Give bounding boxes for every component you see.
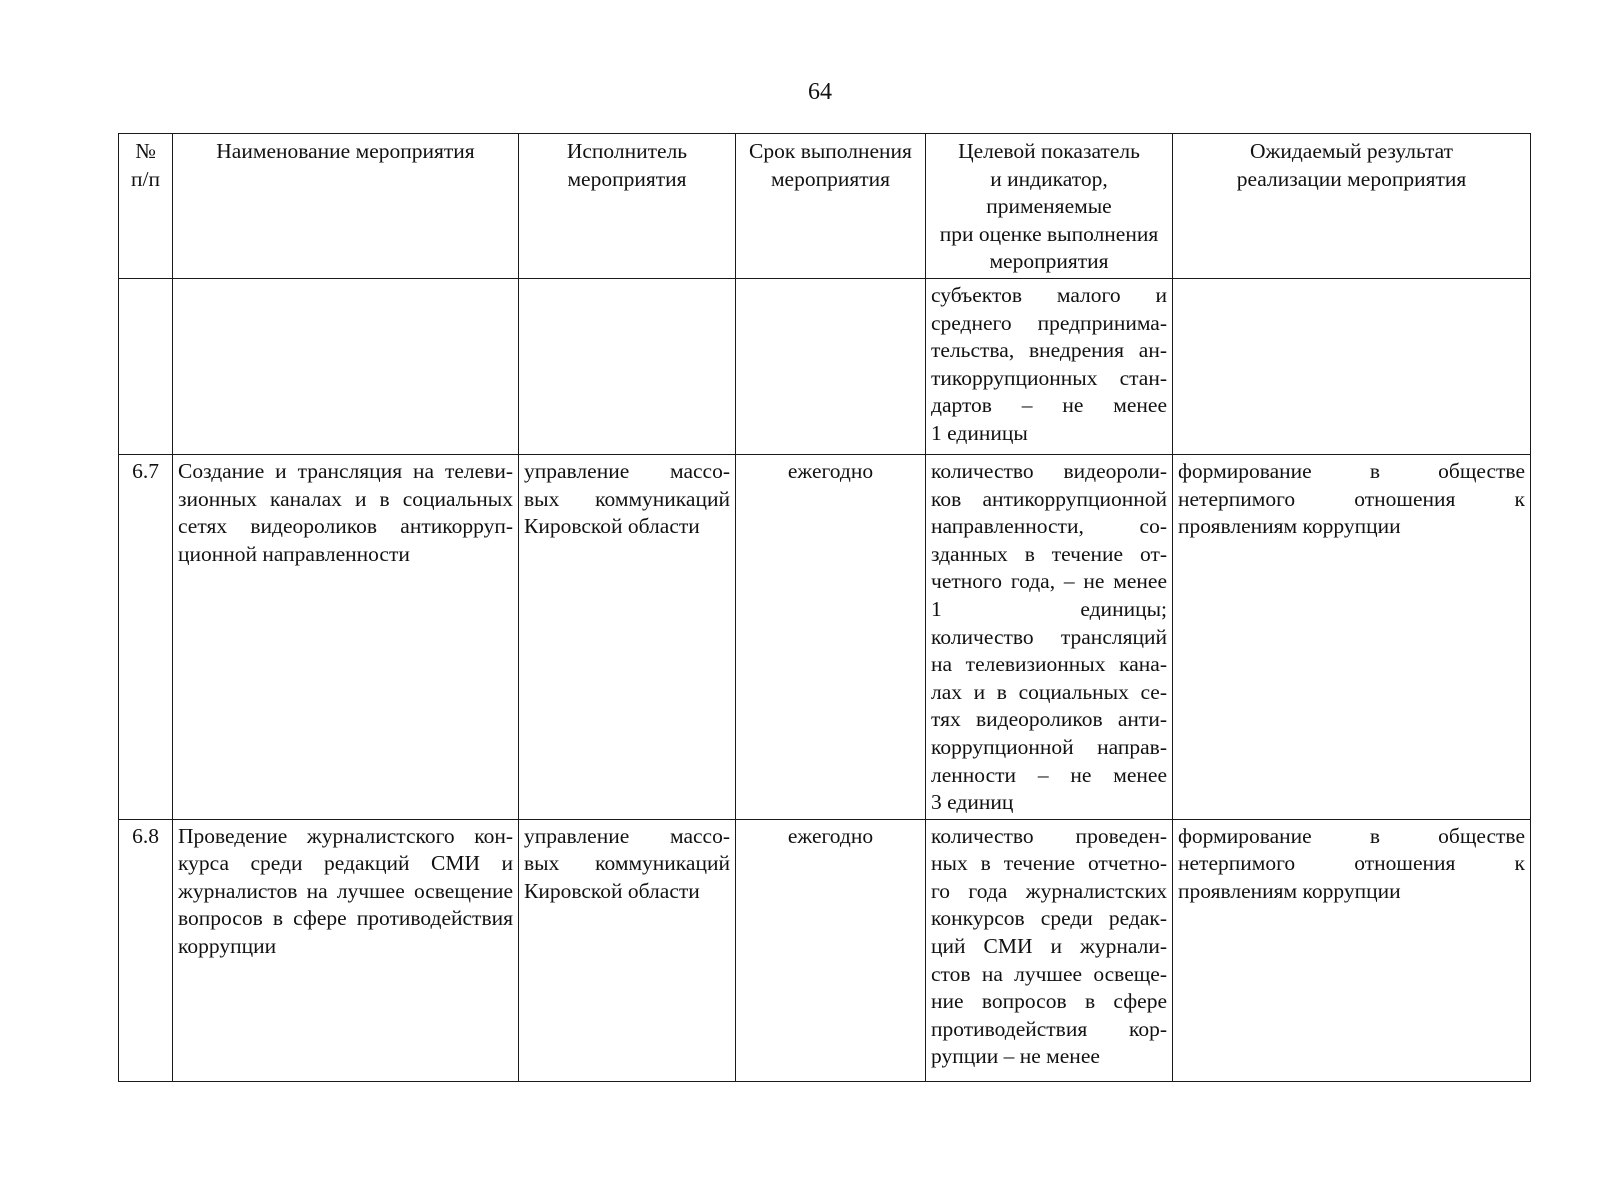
text-line: нетерпимого отношения к bbox=[1178, 486, 1525, 511]
activity-executor bbox=[519, 819, 736, 1081]
text-line: при оценке выполнения bbox=[939, 221, 1159, 246]
text-line: тельства, внедрения ан- bbox=[931, 338, 1167, 363]
row-number: 6.8 bbox=[119, 819, 173, 1081]
text-line: 3 единиц bbox=[931, 790, 1014, 815]
activity-result bbox=[1173, 819, 1531, 1081]
table-row bbox=[119, 454, 1531, 819]
text-line: и индикатор, bbox=[990, 166, 1108, 191]
text-line: конкурсов среди редак- bbox=[931, 906, 1167, 931]
text-line: зионных каналах и в социальных bbox=[178, 486, 513, 511]
activity-deadline bbox=[736, 278, 926, 454]
text-line: ций СМИ и журнали- bbox=[931, 934, 1167, 959]
text-line: ленности – не менее bbox=[931, 762, 1167, 787]
text-line: проявлениям коррупции bbox=[1178, 514, 1401, 539]
text-line: го года журналистских bbox=[931, 878, 1167, 903]
row-number bbox=[119, 278, 173, 454]
text-line: рупции – не менее bbox=[931, 1044, 1100, 1069]
activity-deadline: ежегодно bbox=[736, 819, 926, 1081]
header-num bbox=[119, 134, 173, 279]
text-line: применяемые bbox=[986, 194, 1112, 219]
text-line: формирование в обществе bbox=[1178, 458, 1525, 483]
text-line: ционной направленности bbox=[178, 541, 410, 566]
text-line: количество трансляций bbox=[931, 624, 1167, 649]
activity-result bbox=[1173, 454, 1531, 819]
table-row bbox=[119, 819, 1531, 1081]
text-line: дартов – не менее bbox=[931, 393, 1167, 418]
activities-table bbox=[118, 133, 1531, 1082]
text-line: формирование в обществе bbox=[1178, 823, 1525, 848]
text-line: четного года, – не менее bbox=[931, 569, 1167, 594]
text-line: среднего предпринима- bbox=[931, 310, 1167, 335]
text-line: количество проведен- bbox=[931, 823, 1167, 848]
text-line: количество видеороли- bbox=[931, 458, 1167, 483]
activity-indicator bbox=[926, 278, 1173, 454]
text-line: тикоррупционных стан- bbox=[931, 365, 1167, 390]
text-line: реализации мероприятия bbox=[1236, 166, 1467, 191]
text-line: мероприятия bbox=[770, 166, 891, 191]
row-number: 6.7 bbox=[119, 454, 173, 819]
text-line: п/п bbox=[131, 166, 160, 191]
text-line: стов на лучшее освеще- bbox=[931, 961, 1167, 986]
activity-name bbox=[173, 278, 519, 454]
text-line: коррупционной направ- bbox=[931, 734, 1167, 759]
text-line: управление массо- bbox=[524, 823, 730, 848]
text-line: Кировской области bbox=[524, 514, 700, 539]
text-line: коррупции bbox=[178, 934, 277, 959]
text-line: 1 единицы; bbox=[931, 596, 1167, 621]
text-line: Создание и трансляция на телеви- bbox=[178, 458, 513, 483]
text-line: зданных в течение от- bbox=[931, 541, 1167, 566]
text-line: ние вопросов в сфере bbox=[931, 989, 1167, 1014]
text-line: противодействия кор- bbox=[931, 1016, 1167, 1041]
text-line: № bbox=[135, 139, 156, 163]
table-row bbox=[119, 278, 1531, 454]
activity-deadline: ежегодно bbox=[736, 454, 926, 819]
page-number: 64 bbox=[808, 79, 832, 105]
text-line: Срок выполнения bbox=[749, 139, 912, 163]
text-line: Кировской области bbox=[524, 878, 700, 903]
activity-indicator bbox=[926, 454, 1173, 819]
text-line: ков антикоррупционной bbox=[931, 486, 1167, 511]
text-line: Наименование мероприятия bbox=[216, 139, 475, 163]
text-line: ных в течение отчетно- bbox=[931, 851, 1167, 876]
text-line: субъектов малого и bbox=[931, 282, 1167, 307]
text-line: лах и в социальных се- bbox=[931, 679, 1167, 704]
text-line: проявлениям коррупции bbox=[1178, 878, 1401, 903]
header-executor bbox=[519, 134, 736, 279]
activity-executor bbox=[519, 454, 736, 819]
activity-name bbox=[173, 819, 519, 1081]
text-line: Ожидаемый результат bbox=[1249, 139, 1453, 163]
activity-executor bbox=[519, 278, 736, 454]
text-line: направленности, со- bbox=[931, 514, 1167, 539]
text-line: на телевизионных кана- bbox=[931, 652, 1167, 677]
header-name bbox=[173, 134, 519, 279]
activity-result bbox=[1173, 278, 1531, 454]
text-line: вопросов в сфере противодействия bbox=[178, 906, 513, 931]
text-line: вых коммуникаций bbox=[524, 851, 730, 876]
table-header-row bbox=[119, 134, 1531, 279]
text-line: мероприятия bbox=[567, 166, 687, 191]
text-line: Проведение журналистского кон- bbox=[178, 823, 513, 848]
text-line: Исполнитель bbox=[566, 139, 688, 163]
text-line: тях видеороликов анти- bbox=[931, 707, 1167, 732]
header-indicator bbox=[926, 134, 1173, 279]
text-line: курса среди редакций СМИ и bbox=[178, 851, 513, 876]
text-line: Целевой показатель bbox=[958, 139, 1140, 163]
text-line: нетерпимого отношения к bbox=[1178, 851, 1525, 876]
text-line: журналистов на лучшее освещение bbox=[178, 878, 513, 903]
header-result bbox=[1173, 134, 1531, 279]
activity-indicator bbox=[926, 819, 1173, 1081]
text-line: вых коммуникаций bbox=[524, 486, 730, 511]
text-line: сетях видеороликов антикорруп- bbox=[178, 514, 513, 539]
text-line: 1 единицы bbox=[931, 420, 1028, 445]
text-line: мероприятия bbox=[989, 249, 1109, 274]
header-deadline bbox=[736, 134, 926, 279]
text-line: управление массо- bbox=[524, 458, 730, 483]
activity-name bbox=[173, 454, 519, 819]
